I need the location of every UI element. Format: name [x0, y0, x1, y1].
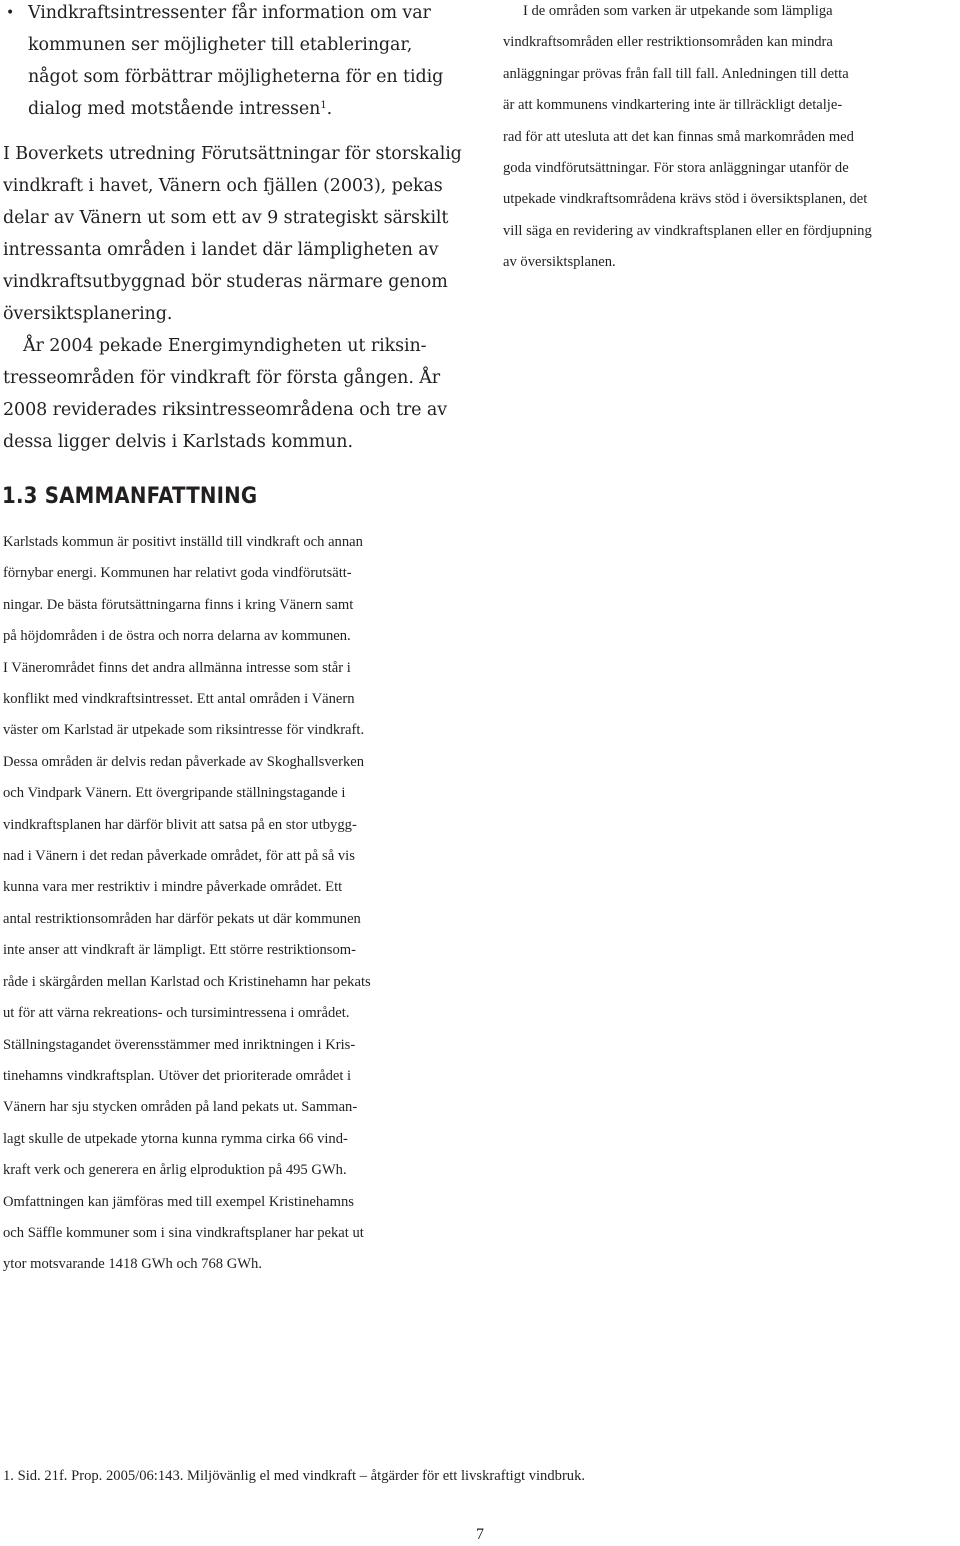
text-line: vill säga en revidering av vindkraftsplanen eller en fördjupning: [503, 222, 872, 239]
text-line: antal restriktionsområden har därför pekats ut där kommunen: [3, 910, 361, 927]
text-line: något som förbättrar möjligheterna för en tidig: [28, 67, 444, 87]
text-line: Vindkraftsintressenter får information om var: [28, 3, 431, 23]
text-line: Dessa områden är delvis redan påverkade av Skoghallsverken: [3, 753, 365, 770]
text-line: vindkraft i havet, Vänern och fjällen (2003), pekas: [3, 176, 443, 196]
bullet-icon: •: [6, 5, 15, 21]
text-line: kunna vara mer restriktiv i mindre påverkade området. Ett: [3, 879, 343, 896]
text-line: vindkraftsutbyggnad bör studeras närmare genom: [3, 272, 448, 292]
paragraph-energimyndigheten: [3, 330, 473, 458]
text-line: utpekade vindkraftsområdena krävs stöd i översiktsplanen, det: [503, 191, 868, 208]
text-line: och Vindpark Vänern. Ett övergripande ställningstagande i: [3, 785, 346, 802]
text-line: [28, 93, 460, 125]
text-fragment: dialog med motstående intressen: [28, 99, 321, 119]
footnote: 1. Sid. 21f. Prop. 2005/06:143. Miljövänlig el med vindkraft – åtgärder för ett livskraftigt vindbruk.: [3, 1468, 586, 1484]
text-line: och Säffle kommuner som i sina vindkraftsplaner har pekat ut: [3, 1224, 364, 1241]
text-line: dessa ligger delvis i Karlstads kommun.: [3, 432, 353, 452]
text-line: lagt skulle de utpekade ytorna kunna rymma cirka 66 vind-: [3, 1130, 348, 1147]
text-line: vindkraftsområden eller restriktionsområden kan mindra: [503, 34, 833, 51]
text-line: konflikt med vindkraftsintresset. Ett antal områden i Vänern: [3, 691, 355, 708]
text-line: I Vänerområdet finns det andra allmänna intresse som står i: [3, 659, 351, 676]
page-number: 7: [476, 1526, 484, 1543]
text-line: I Boverkets utredning Förutsättningar för storskalig: [3, 144, 462, 164]
text-line: tresseområden för vindkraft för första gången. År: [3, 368, 441, 388]
paragraph-boverket: [3, 138, 473, 330]
text-line: I de områden som varken är utpekande som lämpliga: [523, 3, 833, 19]
text-line: på höjdområden i de östra och norra delarna av kommunen.: [3, 628, 351, 645]
text-line: År 2004 pekade Energimyndigheten ut riksin-: [23, 336, 427, 356]
text-line: Ställningstagandet överensstämmer med inriktningen i Kris-: [3, 1036, 356, 1053]
text-line: översiktsplanering.: [3, 304, 173, 324]
text-line: är att kommunens vindkartering inte är tillräckligt detalje-: [503, 97, 843, 114]
bullet-item: [6, 0, 460, 125]
text-line: Omfattningen kan jämföras med till exempel Kristinehamns: [3, 1193, 354, 1210]
text-line: inte anser att vindkraft är lämpligt. Ett större restriktionsom-: [3, 942, 356, 959]
text-line: 2008 reviderades riksintresseområdena och tre av: [3, 400, 448, 420]
section-heading: 1.3 SAMMANFATTNING: [2, 484, 258, 509]
text-line: kraft verk och generera en årlig elproduktion på 495 GWh.: [3, 1162, 347, 1179]
text-line: ut för att värna rekreations- och tursimintressena i området.: [3, 1005, 350, 1022]
bullet-text: [28, 0, 460, 125]
footnote-reference: 1: [320, 100, 327, 111]
text-line: nad i Vänern i det redan påverkade området, för att på så vis: [3, 848, 355, 865]
right-column-paragraph: [503, 0, 958, 279]
text-line: väster om Karlstad är utpekade som riksintresse för vindkraft.: [3, 722, 365, 739]
text-line: anläggningar prövas från fall till fall. Anledningen till detta: [503, 65, 849, 82]
summary-paragraph: [3, 527, 473, 1281]
text-line: vindkraftsplanen har därför blivit att satsa på en stor utbygg-: [3, 816, 357, 833]
text-line: Vänern har sju stycken områden på land pekats ut. Samman-: [3, 1099, 358, 1116]
text-line: goda vindförutsättningar. För stora anläggningar utanför de: [503, 160, 849, 177]
text-line: Karlstads kommun är positivt inställd till vindkraft och annan: [3, 534, 363, 550]
text-line: förnybar energi. Kommunen har relativt goda vindförutsätt-: [3, 565, 352, 582]
text-line: av översiktsplanen.: [503, 254, 616, 271]
text-line: tinehamns vindkraftsplan. Utöver det prioriterade området i: [3, 1067, 352, 1084]
text-line: delar av Vänern ut som ett av 9 strategiskt särskilt: [3, 208, 449, 228]
text-line: ningar. De bästa förutsättningarna finns i kring Vänern samt: [3, 596, 354, 613]
text-line: intressanta områden i landet där lämpligheten av: [3, 240, 439, 260]
text-fragment: .: [326, 99, 333, 119]
text-line: råde i skärgården mellan Karlstad och Kristinehamn har pekats: [3, 973, 371, 990]
text-line: kommunen ser möjligheter till etableringar,: [28, 35, 413, 55]
text-line: ytor motsvarande 1418 GWh och 768 GWh.: [3, 1256, 262, 1273]
text-line: rad för att utesluta att det kan finnas små markområden med: [503, 128, 854, 145]
